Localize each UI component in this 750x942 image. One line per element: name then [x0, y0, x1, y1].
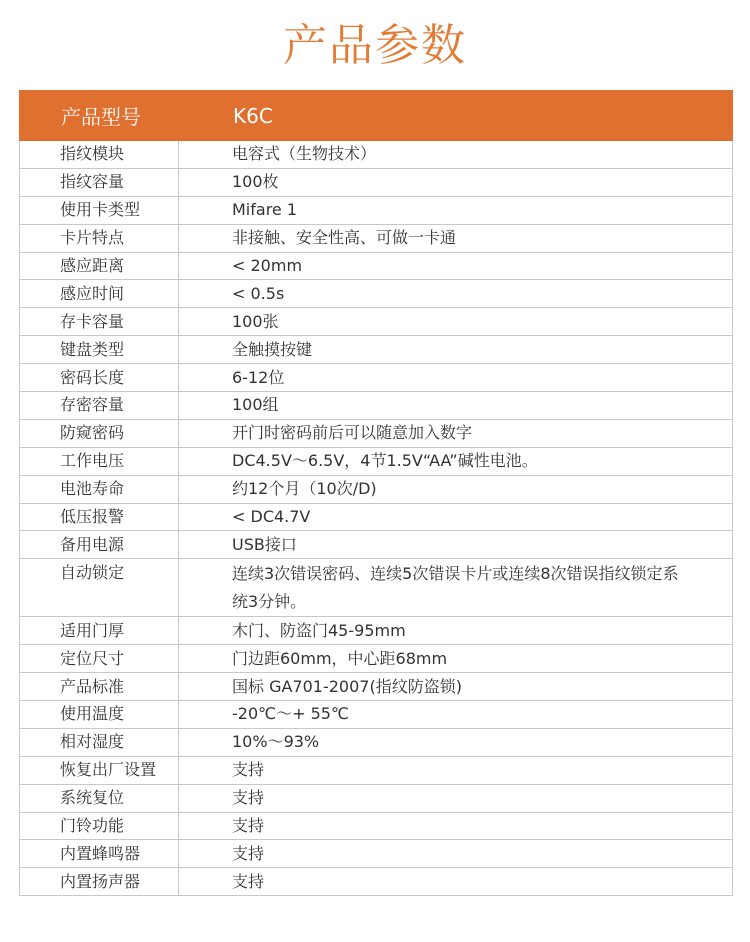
row-key: 感应距离 — [20, 252, 179, 280]
row-key: 使用卡类型 — [20, 196, 179, 224]
row-key: 适用门厚 — [20, 617, 179, 645]
row-value: < 0.5s — [179, 280, 733, 308]
table-row — [20, 392, 733, 420]
row-value: 100组 — [179, 392, 733, 420]
row-value: Mifare 1 — [179, 196, 733, 224]
table-row — [20, 840, 733, 868]
table-row — [20, 868, 733, 896]
row-value: -20℃～+ 55℃ — [179, 701, 733, 729]
row-value: 6-12位 — [179, 364, 733, 392]
row-key: 指纹模块 — [20, 141, 179, 169]
table-row — [20, 419, 733, 447]
table-row — [20, 475, 733, 503]
table-row — [20, 280, 733, 308]
table-row — [20, 701, 733, 729]
row-key: 防窥密码 — [20, 419, 179, 447]
row-key: 相对湿度 — [20, 728, 179, 756]
row-key: 恢复出厂设置 — [20, 756, 179, 784]
row-key: 系统复位 — [20, 784, 179, 812]
row-key: 密码长度 — [20, 364, 179, 392]
row-value: < DC4.7V — [179, 503, 733, 531]
table-row — [20, 503, 733, 531]
row-key: 电池寿命 — [20, 475, 179, 503]
table-row — [20, 308, 733, 336]
row-value: 100枚 — [179, 168, 733, 196]
row-value: 开门时密码前后可以随意加入数字 — [179, 419, 733, 447]
table-row — [20, 196, 733, 224]
row-value: 全触摸按键 — [179, 336, 733, 364]
row-key: 指纹容量 — [20, 168, 179, 196]
row-key: 定位尺寸 — [20, 645, 179, 673]
row-value: 支持 — [179, 812, 733, 840]
table-row — [20, 364, 733, 392]
table-row — [20, 784, 733, 812]
row-value: 连续3次错误密码、连续5次错误卡片或连续8次错误指纹锁定系统3分钟。 — [179, 559, 733, 617]
row-key: 工作电压 — [20, 447, 179, 475]
page-title: 产品参数 — [283, 20, 467, 71]
table-row — [20, 673, 733, 701]
row-value: 10%～93% — [179, 728, 733, 756]
header-key: 产品型号 — [20, 91, 179, 141]
row-value: < 20mm — [179, 252, 733, 280]
spec-table — [19, 90, 733, 896]
row-key: 内置扬声器 — [20, 868, 179, 896]
row-value: 木门、防盗门45-95mm — [179, 617, 733, 645]
table-row — [20, 141, 733, 169]
table-row — [20, 531, 733, 559]
row-key: 卡片特点 — [20, 224, 179, 252]
table-row — [20, 447, 733, 475]
row-key: 使用温度 — [20, 701, 179, 729]
row-key: 存卡容量 — [20, 308, 179, 336]
table-row — [20, 224, 733, 252]
row-key: 存密容量 — [20, 392, 179, 420]
row-key: 感应时间 — [20, 280, 179, 308]
table-row — [20, 252, 733, 280]
table-header-row — [20, 91, 733, 141]
row-value: 支持 — [179, 840, 733, 868]
row-value: 门边距60mm，中心距68mm — [179, 645, 733, 673]
header-value: K6C — [179, 91, 733, 141]
table-row — [20, 812, 733, 840]
row-value: 电容式（生物技术） — [179, 141, 733, 169]
row-value: 支持 — [179, 868, 733, 896]
row-value: 支持 — [179, 756, 733, 784]
table-row — [20, 617, 733, 645]
row-value: 100张 — [179, 308, 733, 336]
row-value: 支持 — [179, 784, 733, 812]
row-value: USB接口 — [179, 531, 733, 559]
row-value: 约12个月（10次/D) — [179, 475, 733, 503]
row-key: 低压报警 — [20, 503, 179, 531]
table-row — [20, 645, 733, 673]
row-value: DC4.5V～6.5V，4节1.5V“AA”碱性电池。 — [179, 447, 733, 475]
row-key: 产品标准 — [20, 673, 179, 701]
table-row — [20, 168, 733, 196]
row-key: 备用电源 — [20, 531, 179, 559]
row-key: 自动锁定 — [20, 559, 179, 617]
table-row — [20, 559, 733, 617]
row-key: 键盘类型 — [20, 336, 179, 364]
row-key: 内置蜂鸣器 — [20, 840, 179, 868]
table-row — [20, 336, 733, 364]
row-value: 非接触、安全性高、可做一卡通 — [179, 224, 733, 252]
table-row — [20, 728, 733, 756]
table-row — [20, 756, 733, 784]
row-value: 国标 GA701-2007(指纹防盗锁) — [179, 673, 733, 701]
row-key: 门铃功能 — [20, 812, 179, 840]
